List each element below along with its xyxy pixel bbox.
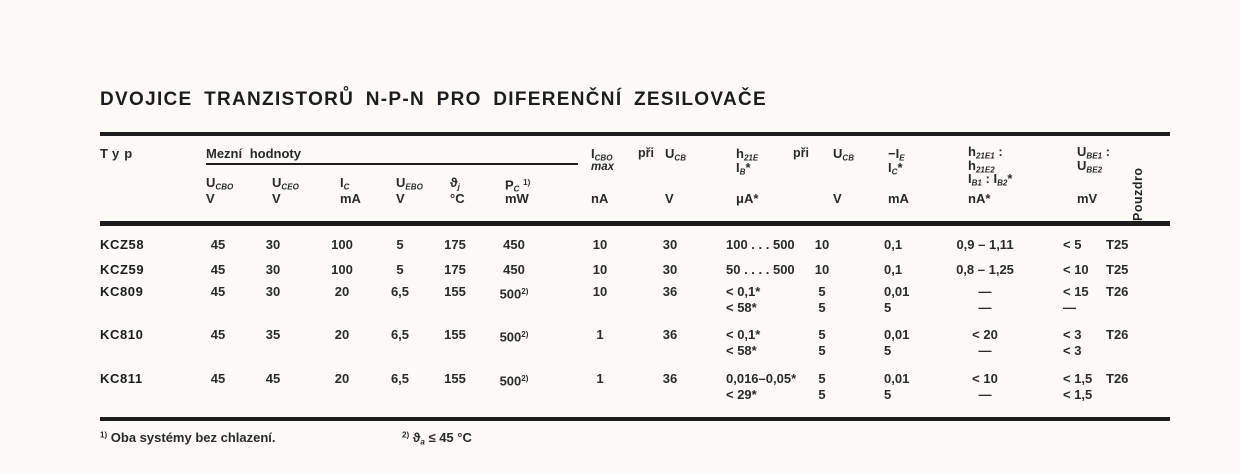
cell-KC809-ucb2-2: 5 — [818, 300, 826, 315]
cell-KC809-uebo: 6,5 — [390, 284, 410, 299]
cell-KC809-thetaj: 155 — [444, 284, 466, 299]
cell-KC810-ucb2: 5 — [818, 327, 826, 342]
cell-KC810-icbo: 1 — [596, 327, 604, 342]
cell-KC811-pc: 500$^{2)}$ — [499, 373, 529, 389]
cell-KC811-ic: 20 — [334, 371, 350, 386]
cell-KCZ58-ic: 100 — [331, 237, 353, 252]
cell-KCZ59-typ: KCZ59 — [100, 262, 145, 277]
cell-KC811-ucb2: 5 — [818, 371, 826, 386]
cell-KCZ58-uebo: 5 — [396, 237, 404, 252]
header-word-pri-2: při — [793, 146, 809, 160]
cell-KC810-ratio: < 20 — [972, 327, 998, 342]
cell-KC811-ie: 0,01 — [884, 371, 910, 386]
cell-KC811-ratio: < 10 — [972, 371, 998, 386]
cell-KC809-ucb1: 36 — [662, 284, 678, 299]
column-unit-icbo: nA — [591, 191, 609, 206]
cell-KCZ59-uebo: 5 — [396, 262, 404, 277]
footnote-1 — [100, 430, 276, 445]
column-header-icbo-line2: max — [591, 161, 615, 173]
cell-KC810-ie-2: 5 — [884, 343, 892, 358]
column-header-typ: Typ — [100, 146, 138, 161]
cell-KC809-typ: KC809 — [100, 284, 144, 299]
cell-KC810-ucb1: 36 — [662, 327, 678, 342]
cell-KCZ58-icbo: 10 — [592, 237, 608, 252]
cell-KC810-ratio-2: — — [978, 343, 992, 358]
cell-KC810-pc: 500$^{2)}$ — [499, 329, 529, 345]
cell-KCZ58-ucb1: 30 — [662, 237, 678, 252]
footnote-2-marker: 2) — [402, 430, 410, 440]
column-header-ic: IC — [340, 175, 350, 192]
page-title: DVOJICE TRANZISTORŮ N-P-N PRO DIFERENČNÍ ZESILOVAČE — [100, 89, 767, 110]
cell-KC811-ucb2-2: 5 — [818, 387, 826, 402]
cell-KC811-ie-2: 5 — [884, 387, 892, 402]
cell-KC809-pc: 500$^{2)}$ — [499, 286, 529, 302]
column-header-ucb1: UCB — [665, 146, 687, 163]
column-header-ube-line2: UBE2 — [1077, 157, 1103, 174]
cell-KC809-ucbo: 45 — [210, 284, 226, 299]
cell-KC810-h21e-2: < 58* — [726, 343, 757, 358]
column-header-h21e-line2: IB* — [736, 160, 751, 177]
column-unit-uebo: V — [396, 191, 405, 206]
column-unit-ucb1: V — [665, 191, 674, 206]
column-unit-h21e: μA* — [736, 191, 759, 206]
cell-KCZ59-ucb2: 10 — [814, 262, 830, 277]
cell-KCZ58-pc: 450 — [503, 237, 525, 252]
cell-KCZ59-uceo: 30 — [265, 262, 281, 277]
cell-KC809-uceo: 30 — [265, 284, 281, 299]
cell-KCZ59-ucbo: 45 — [210, 262, 226, 277]
cell-KC810-uebo: 6,5 — [390, 327, 410, 342]
cell-KCZ59-ie: 0,1 — [884, 262, 903, 277]
cell-KCZ59-icbo: 10 — [592, 262, 608, 277]
cell-KCZ58-ucbo: 45 — [210, 237, 226, 252]
footnote-1-marker: 1) — [100, 430, 108, 440]
mezni-group-rule — [206, 163, 578, 165]
cell-KC810-ic: 20 — [334, 327, 350, 342]
column-header-uebo: UEBO — [396, 175, 423, 192]
cell-KC811-ucb1: 36 — [662, 371, 678, 386]
cell-KC811-ube-2: < 1,5 — [1063, 387, 1093, 402]
cell-KC809-ube: < 15 — [1063, 284, 1089, 299]
column-header-ucb2: UCB — [833, 146, 855, 163]
column-header-pouzdro: Pouzdro — [1131, 167, 1145, 221]
cell-KCZ59-ic: 100 — [331, 262, 353, 277]
cell-KC809-ratio-2: — — [978, 300, 992, 315]
column-header-h21e: h21E — [736, 146, 759, 163]
cell-KCZ59-thetaj: 175 — [444, 262, 466, 277]
cell-KCZ58-ratio: 0,9 – 1,11 — [956, 237, 1014, 252]
column-header-icbo: ICBO — [591, 146, 613, 163]
cell-KC811-h21e: 0,016–0,05* — [726, 371, 797, 386]
column-unit-pc: mW — [505, 191, 529, 206]
header-word-pri-1: při — [638, 146, 654, 160]
column-unit-ucbo: V — [206, 191, 215, 206]
footnote-2 — [402, 430, 472, 446]
column-header-ie-line2: IC* — [888, 160, 903, 177]
cell-KC809-ic: 20 — [334, 284, 350, 299]
cell-KCZ59-ucb1: 30 — [662, 262, 678, 277]
cell-KC810-uceo: 35 — [265, 327, 281, 342]
column-header-thetaj: ϑj — [450, 175, 460, 192]
cell-KC811-ratio-2: — — [978, 387, 992, 402]
cell-KC811-uceo: 45 — [265, 371, 281, 386]
cell-KC809-h21e-2: < 58* — [726, 300, 757, 315]
column-header-uceo: UCEO — [272, 175, 299, 192]
cell-KC811-icbo: 1 — [596, 371, 604, 386]
cell-KC809-icbo: 10 — [592, 284, 608, 299]
column-header-ucbo: UCBO — [206, 175, 234, 192]
cell-KC810-ube-2: < 3 — [1063, 343, 1082, 358]
cell-KC811-pouzdro: T26 — [1106, 371, 1129, 386]
cell-KCZ59-ube: < 10 — [1063, 262, 1089, 277]
column-unit-thetaj: °C — [450, 191, 465, 206]
cell-KCZ58-uceo: 30 — [265, 237, 281, 252]
column-unit-ie: mA — [888, 191, 909, 206]
cell-KC810-ucbo: 45 — [210, 327, 226, 342]
column-unit-ratio: nA* — [968, 191, 991, 206]
cell-KC809-ie: 0,01 — [884, 284, 910, 299]
cell-KCZ58-ie: 0,1 — [884, 237, 903, 252]
column-unit-ube: mV — [1077, 191, 1098, 206]
cell-KCZ58-h21e: 100 . . . 500 — [726, 237, 795, 252]
cell-KC810-typ: KC810 — [100, 327, 144, 342]
cell-KC809-h21e: < 0,1* — [726, 284, 761, 299]
cell-KC811-h21e-2: < 29* — [726, 387, 757, 402]
column-header-ratio-line3: IB1 : IB2* — [968, 171, 1013, 188]
cell-KC809-ube-2: — — [1063, 300, 1076, 315]
cell-KC810-h21e: < 0,1* — [726, 327, 761, 342]
table-rule-bottom — [100, 417, 1170, 421]
column-unit-ucb2: V — [833, 191, 842, 206]
column-header-ratio-line2: h21E2 — [968, 157, 995, 174]
cell-KC809-pouzdro: T26 — [1106, 284, 1129, 299]
cell-KCZ58-pouzdro: T25 — [1106, 237, 1129, 252]
cell-KC810-thetaj: 155 — [444, 327, 466, 342]
table-rule-top — [100, 132, 1170, 136]
column-unit-ic: mA — [340, 191, 361, 206]
cell-KC809-ratio: — — [978, 284, 992, 299]
table-rule-header-bottom — [100, 221, 1170, 226]
column-group-mezni-hodnoty: Mezní hodnoty — [206, 146, 301, 161]
cell-KC809-ie-2: 5 — [884, 300, 892, 315]
cell-KC809-ucb2: 5 — [818, 284, 826, 299]
cell-KC810-pouzdro: T26 — [1106, 327, 1129, 342]
column-header-ratio-line1: h21E1 : — [968, 144, 1003, 161]
cell-KC811-thetaj: 155 — [444, 371, 466, 386]
cell-KCZ59-ratio: 0,8 – 1,25 — [956, 262, 1014, 277]
column-header-ie: −IE — [888, 146, 905, 163]
cell-KCZ58-ucb2: 10 — [814, 237, 830, 252]
column-header-ube-line1: UBE1 : — [1077, 144, 1110, 161]
column-header-pc: PC $^{1)}$ — [505, 177, 531, 194]
cell-KC810-ube: < 3 — [1063, 327, 1082, 342]
footnote-1-text: Oba systémy bez chlazení. — [110, 430, 276, 445]
cell-KC811-ube: < 1,5 — [1063, 371, 1093, 386]
cell-KCZ58-typ: KCZ58 — [100, 237, 145, 252]
footnote-2-text: ϑa ≤ 45 °C — [412, 430, 472, 447]
cell-KC810-ie: 0,01 — [884, 327, 910, 342]
cell-KC811-ucbo: 45 — [210, 371, 226, 386]
cell-KCZ59-pc: 450 — [503, 262, 525, 277]
cell-KCZ58-ube: < 5 — [1063, 237, 1082, 252]
cell-KC811-typ: KC811 — [100, 371, 143, 386]
cell-KC810-ucb2-2: 5 — [818, 343, 826, 358]
cell-KC811-uebo: 6,5 — [390, 371, 410, 386]
cell-KCZ59-pouzdro: T25 — [1106, 262, 1129, 277]
cell-KCZ58-thetaj: 175 — [444, 237, 466, 252]
cell-KCZ59-h21e: 50 . . . . 500 — [726, 262, 795, 277]
column-unit-uceo: V — [272, 191, 281, 206]
